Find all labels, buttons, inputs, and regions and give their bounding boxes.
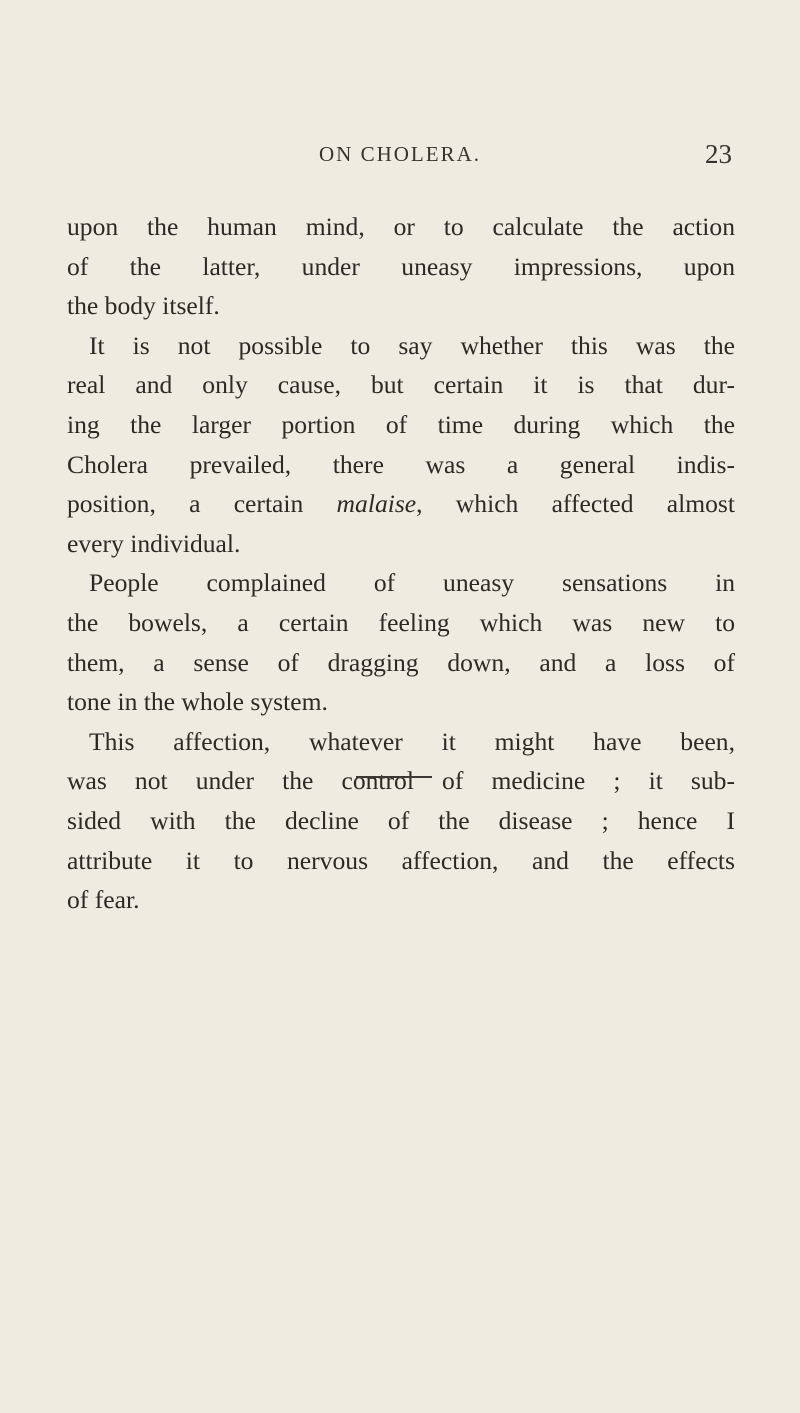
- text-line: tone in the whole system.: [67, 687, 328, 717]
- text-line: ing the larger portion of time during which the: [67, 409, 735, 439]
- text-line: Cholera prevailed, there was a general indis-: [67, 449, 735, 479]
- text-segment: , which affected almost: [416, 489, 735, 519]
- text-line: real and only cause, but certain it is that dur-: [67, 370, 735, 400]
- italic-term: malaise: [336, 489, 417, 519]
- section-divider-rule: [356, 776, 432, 778]
- text-line: This affection, whatever it might have been,: [89, 726, 735, 756]
- text-line: every individual.: [67, 528, 241, 558]
- text-line: of the latter, under uneasy impressions, upon: [67, 251, 735, 281]
- text-line: sided with the decline of the disease ; hence I: [67, 805, 735, 835]
- running-head: [68, 138, 732, 170]
- text-line: them, a sense of dragging down, and a loss of: [67, 647, 735, 677]
- text-line: It is not possible to say whether this was the: [89, 330, 735, 360]
- running-title: ON CHOLERA.: [319, 142, 481, 166]
- text-line-with-italic: [67, 484, 735, 524]
- text-line: People complained of uneasy sensations in: [89, 568, 735, 598]
- text-segment: position, a certain: [67, 489, 337, 519]
- text-line: upon the human mind, or to calculate the action: [67, 212, 735, 241]
- text-line: attribute it to nervous affection, and the effects: [67, 845, 735, 875]
- text-line: the body itself.: [67, 291, 220, 321]
- text-line: of fear.: [67, 885, 140, 915]
- page-number: 23: [705, 139, 732, 169]
- body-text: [67, 207, 735, 920]
- text-line: was not under the control of medicine ; it sub-: [67, 766, 735, 796]
- text-line: the bowels, a certain feeling which was new to: [67, 607, 735, 637]
